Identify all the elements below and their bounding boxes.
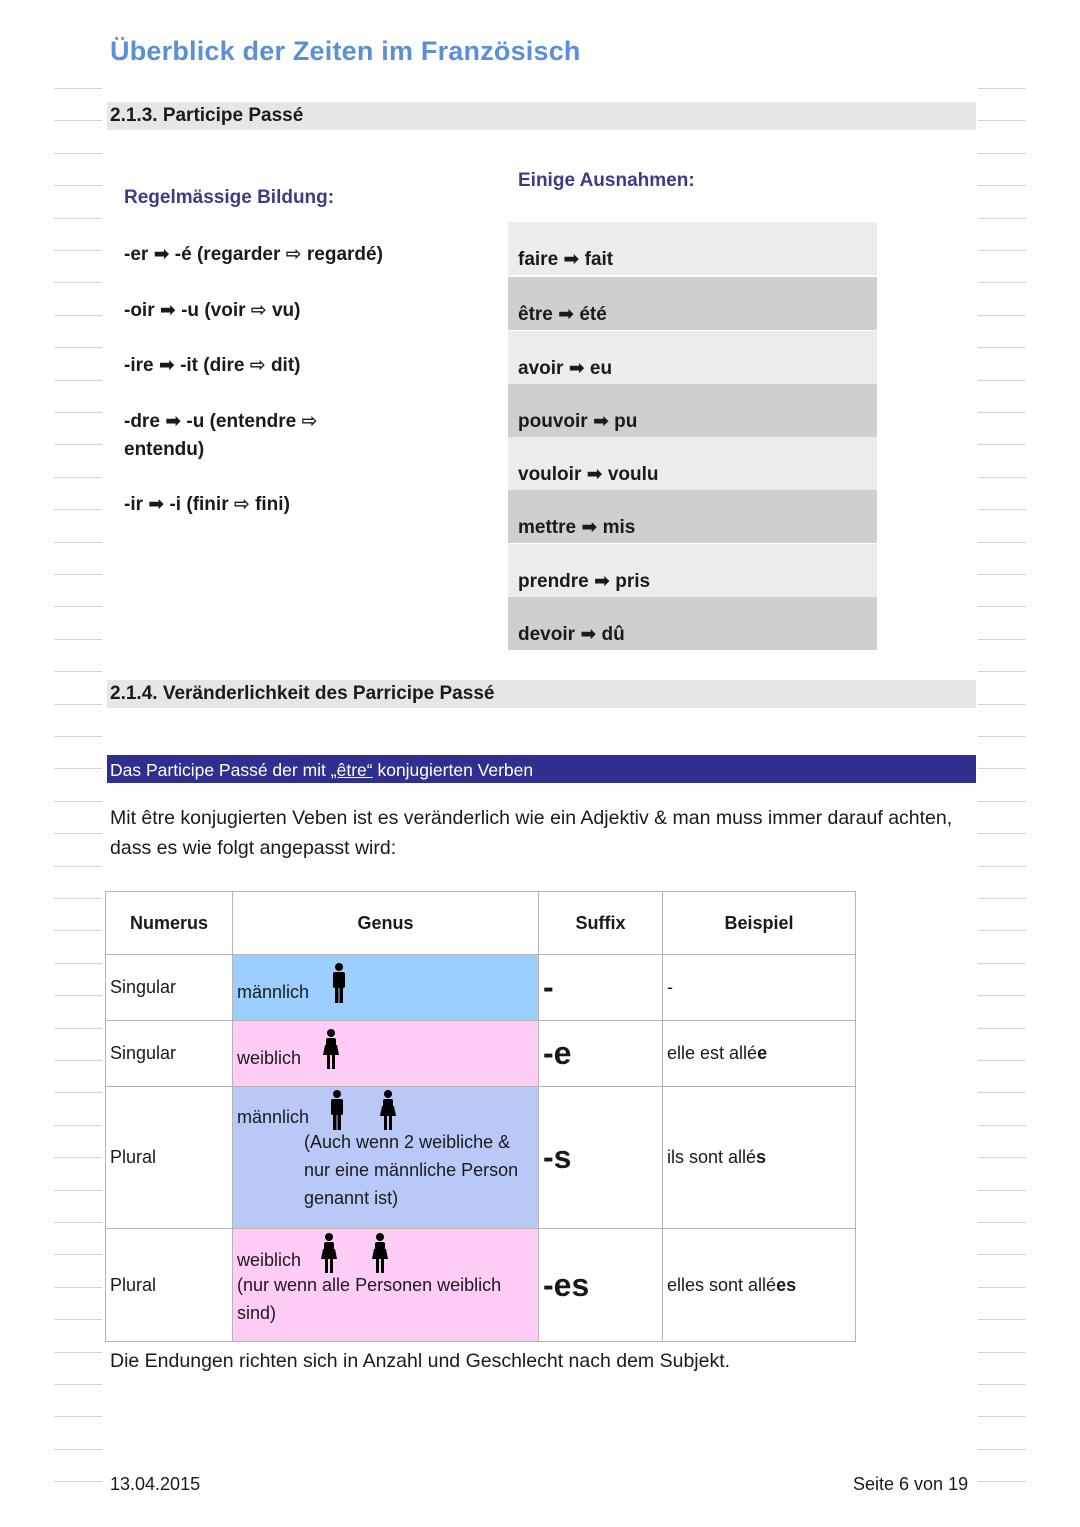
rule-item	[124, 297, 300, 325]
cell-example	[663, 955, 856, 1021]
margin-rule-line	[54, 1060, 102, 1061]
female-person-icon	[318, 1233, 340, 1275]
margin-rule-line	[978, 606, 1026, 607]
genus-label: weiblich	[237, 1249, 302, 1270]
genus-label: weiblich	[237, 1047, 302, 1068]
margin-rule-line	[978, 833, 1026, 834]
rule-item	[124, 352, 301, 380]
rule-example-infinitive: (voir	[204, 300, 246, 321]
arrow-right-icon: ➡	[581, 517, 598, 538]
exception-infinitive: prendre	[518, 571, 589, 592]
margin-rule-line	[54, 671, 102, 672]
rule-to: -u	[181, 300, 200, 321]
female-person-icon	[369, 1233, 391, 1275]
cell-genus	[233, 1021, 539, 1087]
cell-numerus: Plural	[106, 1229, 233, 1342]
genus-note: (Auch wenn 2 weibliche & nur eine männliche Person genannt ist)	[304, 1131, 519, 1208]
margin-rule-line	[978, 671, 1026, 672]
cell-example	[663, 1087, 856, 1229]
example-ending: es	[776, 1274, 797, 1295]
table-row	[106, 1087, 856, 1229]
margin-rule-line	[54, 315, 102, 316]
outline-arrow-icon: ⇨	[249, 355, 266, 376]
margin-rule-line	[54, 1449, 102, 1450]
margin-rule-line	[54, 1416, 102, 1417]
arrow-right-icon: ➡	[558, 304, 575, 325]
example-text: ils sont allé	[667, 1147, 757, 1167]
cell-example	[663, 1229, 856, 1342]
rule-from: -dre	[124, 411, 160, 432]
margin-rule-line	[978, 736, 1026, 737]
example-ending: e	[757, 1043, 768, 1063]
margin-rule-line	[978, 1028, 1026, 1029]
exception-infinitive: être	[518, 304, 553, 325]
margin-rule-line	[54, 704, 102, 705]
margin-rule-line	[978, 1319, 1026, 1320]
rule-to: -i	[169, 494, 182, 515]
margin-rule-line	[978, 1352, 1026, 1353]
rule-example-participle: regardé)	[306, 244, 383, 265]
margin-rule-line	[54, 1190, 102, 1191]
exception-infinitive: vouloir	[518, 464, 582, 485]
margin-rule-line	[54, 1028, 102, 1029]
margin-rule-line	[978, 1416, 1026, 1417]
example-text: elle est allé	[667, 1043, 758, 1063]
exception-participle: pris	[615, 571, 651, 592]
exception-item	[508, 384, 877, 437]
intro-paragraph: Mit être konjugierten Veben ist es veränderlich wie ein Adjektiv & man muss immer darauf achten, dass es wie folgt angepasst wird:	[110, 807, 953, 859]
cell-numerus: Singular	[106, 1021, 233, 1087]
genus-note: (nur wenn alle Personen weiblich sind)	[237, 1275, 502, 1323]
exceptions-heading: Einige Ausnahmen:	[518, 170, 695, 191]
margin-rule-line	[54, 1319, 102, 1320]
margin-rule-line	[978, 250, 1026, 251]
margin-rule-line	[54, 1352, 102, 1353]
rule-example-participle: vu)	[271, 300, 301, 321]
margin-rule-line	[54, 477, 102, 478]
genus-label: männlich	[237, 981, 310, 1002]
margin-rule-line	[978, 347, 1026, 348]
margin-rule-line	[54, 412, 102, 413]
arrow-right-icon: ➡	[594, 571, 610, 592]
margin-rule-line	[54, 1125, 102, 1126]
exception-infinitive: mettre	[518, 517, 577, 538]
margin-rule-line	[978, 282, 1026, 283]
arrow-right-icon: ➡	[563, 249, 580, 270]
margin-rule-line	[54, 639, 102, 640]
margin-rule-line	[54, 1157, 102, 1158]
margin-rule-line	[978, 1060, 1026, 1061]
banner-text: Das Participe Passé der mit	[110, 760, 331, 780]
outline-arrow-icon: ⇨	[250, 300, 267, 321]
rule-from: -ire	[124, 355, 154, 376]
female-person-icon	[320, 1029, 342, 1071]
rule-from: -oir	[124, 300, 155, 321]
margin-rule-line	[978, 930, 1026, 931]
banner-keyword: „être“	[330, 760, 373, 780]
margin-rule-line	[978, 639, 1026, 640]
margin-rule-line	[54, 185, 102, 186]
margin-rule-line	[54, 898, 102, 899]
margin-rule-line	[978, 1157, 1026, 1158]
margin-rule-line	[54, 1481, 102, 1482]
agreement-table	[105, 891, 856, 1342]
table-row	[106, 1021, 856, 1087]
section-heading-variability: 2.1.4. Veränderlichkeit des Parricipe Passé	[107, 680, 976, 708]
example-text: elles sont allé	[667, 1274, 777, 1295]
margin-rule-line	[978, 1190, 1026, 1191]
arrow-right-icon: ➡	[148, 494, 165, 515]
arrow-right-icon: ➡	[580, 624, 597, 645]
genus-label: männlich	[237, 1106, 310, 1127]
margin-rule-line	[978, 1287, 1026, 1288]
footer-page-number: Seite 6 von 19	[853, 1474, 969, 1494]
exception-participle: été	[579, 304, 607, 325]
etre-banner	[107, 755, 976, 783]
rule-example-participle: fini)	[255, 494, 290, 515]
exception-participle: pu	[614, 411, 638, 432]
cell-numerus: Plural	[106, 1087, 233, 1229]
margin-rule-line	[54, 153, 102, 154]
margin-rule-line	[54, 963, 102, 964]
example-ending: s	[756, 1147, 767, 1167]
margin-rule-line	[54, 88, 102, 89]
arrow-right-icon: ➡	[592, 411, 609, 432]
rule-from: -ir	[124, 494, 143, 515]
exception-infinitive: devoir	[518, 624, 576, 645]
exception-participle: mis	[602, 517, 636, 538]
rule-item	[124, 241, 383, 269]
agreement-note: Die Endungen richten sich in Anzahl und Geschlecht nach dem Subjekt.	[110, 1350, 731, 1372]
margin-rule-line	[54, 768, 102, 769]
margin-rule-line	[978, 704, 1026, 705]
margin-rule-line	[978, 1125, 1026, 1126]
margin-rule-line	[54, 282, 102, 283]
margin-rule-line	[54, 833, 102, 834]
margin-rule-line	[978, 1222, 1026, 1223]
margin-rule-line	[54, 120, 102, 121]
arrow-right-icon: ➡	[568, 358, 585, 379]
margin-rule-line	[978, 995, 1026, 996]
exception-participle: dû	[601, 624, 625, 645]
margin-rule-line	[978, 477, 1026, 478]
margin-rule-line	[54, 250, 102, 251]
cell-numerus: Singular	[106, 955, 233, 1021]
margin-rule-line	[54, 542, 102, 543]
margin-rule-line	[54, 1287, 102, 1288]
page-title: Überblick der Zeiten im Französisch	[110, 36, 581, 66]
table-row	[106, 1229, 856, 1342]
exception-infinitive: pouvoir	[518, 411, 588, 432]
banner-text-end: konjugierten Verben	[372, 760, 534, 780]
regular-formation-heading: Regelmässige Bildung:	[124, 187, 335, 208]
rule-from: -er	[124, 244, 149, 265]
margin-rule-line	[978, 1449, 1026, 1450]
cell-suffix: -s	[539, 1087, 663, 1229]
margin-rule-line	[54, 866, 102, 867]
arrow-right-icon: ➡	[158, 355, 175, 376]
margin-rule-line	[54, 444, 102, 445]
margin-rule-line	[978, 542, 1026, 543]
margin-rule-line	[54, 1254, 102, 1255]
exceptions-list	[508, 222, 877, 649]
exception-participle: voulu	[607, 464, 659, 485]
example-text: -	[667, 977, 673, 997]
margin-rule-line	[54, 1222, 102, 1223]
exception-item	[508, 490, 877, 543]
rule-example-infinitive: (regarder	[196, 244, 281, 265]
margin-rule-line	[978, 218, 1026, 219]
margin-rule-line	[978, 963, 1026, 964]
cell-example	[663, 1021, 856, 1087]
margin-rule-line	[54, 801, 102, 802]
arrow-right-icon: ➡	[159, 300, 176, 321]
table-header-row	[106, 892, 856, 955]
margin-rule-line	[978, 88, 1026, 89]
rule-item	[124, 491, 290, 519]
rule-example-participle: entendu)	[124, 439, 205, 460]
rule-to: -u	[186, 411, 205, 432]
margin-rule-line	[54, 347, 102, 348]
section-heading-participe-passe: 2.1.3. Participe Passé	[107, 102, 976, 130]
margin-rule-line	[978, 412, 1026, 413]
rule-item	[124, 408, 364, 464]
margin-rule-line	[54, 574, 102, 575]
male-person-icon	[326, 1090, 348, 1132]
arrow-right-icon: ➡	[153, 244, 170, 265]
exception-item	[508, 222, 877, 275]
table-row	[106, 955, 856, 1021]
cell-suffix: -	[539, 955, 663, 1021]
margin-rule-line	[978, 1092, 1026, 1093]
cell-genus	[233, 1087, 539, 1229]
header-numerus: Numerus	[106, 892, 233, 955]
rule-to: -é	[174, 244, 192, 265]
arrow-right-icon: ➡	[586, 464, 603, 485]
rule-example-infinitive: (dire	[203, 355, 245, 376]
rule-example-infinitive: (entendre	[209, 411, 297, 432]
rule-example-infinitive: (finir	[186, 494, 229, 515]
outline-arrow-icon: ⇨	[233, 494, 250, 515]
header-beispiel: Beispiel	[663, 892, 856, 955]
margin-rule-line	[54, 606, 102, 607]
margin-rule-line	[978, 801, 1026, 802]
margin-rule-line	[978, 1384, 1026, 1385]
arrow-right-icon: ➡	[165, 411, 182, 432]
margin-rule-line	[978, 1254, 1026, 1255]
exception-item	[508, 277, 877, 330]
margin-rule-line	[978, 380, 1026, 381]
margin-rule-line	[978, 153, 1026, 154]
exception-participle: eu	[589, 358, 613, 379]
footer-date: 13.04.2015	[110, 1474, 201, 1494]
margin-rule-line	[54, 218, 102, 219]
cell-genus	[233, 1229, 539, 1342]
rule-example-participle: dit)	[270, 355, 301, 376]
cell-suffix: -es	[539, 1229, 663, 1342]
margin-rule-line	[54, 380, 102, 381]
exception-infinitive: avoir	[518, 358, 564, 379]
margin-rule-line	[978, 444, 1026, 445]
cell-suffix: -e	[539, 1021, 663, 1087]
margin-rule-line	[54, 1384, 102, 1385]
margin-rule-line	[54, 930, 102, 931]
margin-rule-line	[978, 574, 1026, 575]
female-person-icon	[377, 1090, 399, 1132]
margin-rule-line	[54, 1092, 102, 1093]
margin-rule-line	[978, 315, 1026, 316]
header-genus: Genus	[233, 892, 539, 955]
exception-participle: fait	[584, 249, 614, 270]
margin-rule-line	[978, 1481, 1026, 1482]
exception-infinitive: faire	[518, 249, 559, 270]
margin-rule-line	[978, 866, 1026, 867]
outline-arrow-icon: ⇨	[285, 244, 302, 265]
cell-genus	[233, 955, 539, 1021]
margin-rule-line	[978, 120, 1026, 121]
rule-to: -it	[180, 355, 198, 376]
margin-rule-line	[978, 768, 1026, 769]
exception-item	[508, 597, 877, 650]
margin-rule-line	[54, 509, 102, 510]
margin-rule-line	[978, 185, 1026, 186]
male-person-icon	[328, 963, 350, 1005]
exception-item	[508, 437, 877, 490]
margin-rule-line	[978, 509, 1026, 510]
margin-rule-line	[978, 898, 1026, 899]
exception-item	[508, 331, 877, 384]
outline-arrow-icon: ⇨	[301, 411, 318, 432]
exception-item	[508, 544, 877, 597]
margin-rule-line	[54, 736, 102, 737]
header-suffix: Suffix	[539, 892, 663, 955]
margin-rule-line	[54, 995, 102, 996]
